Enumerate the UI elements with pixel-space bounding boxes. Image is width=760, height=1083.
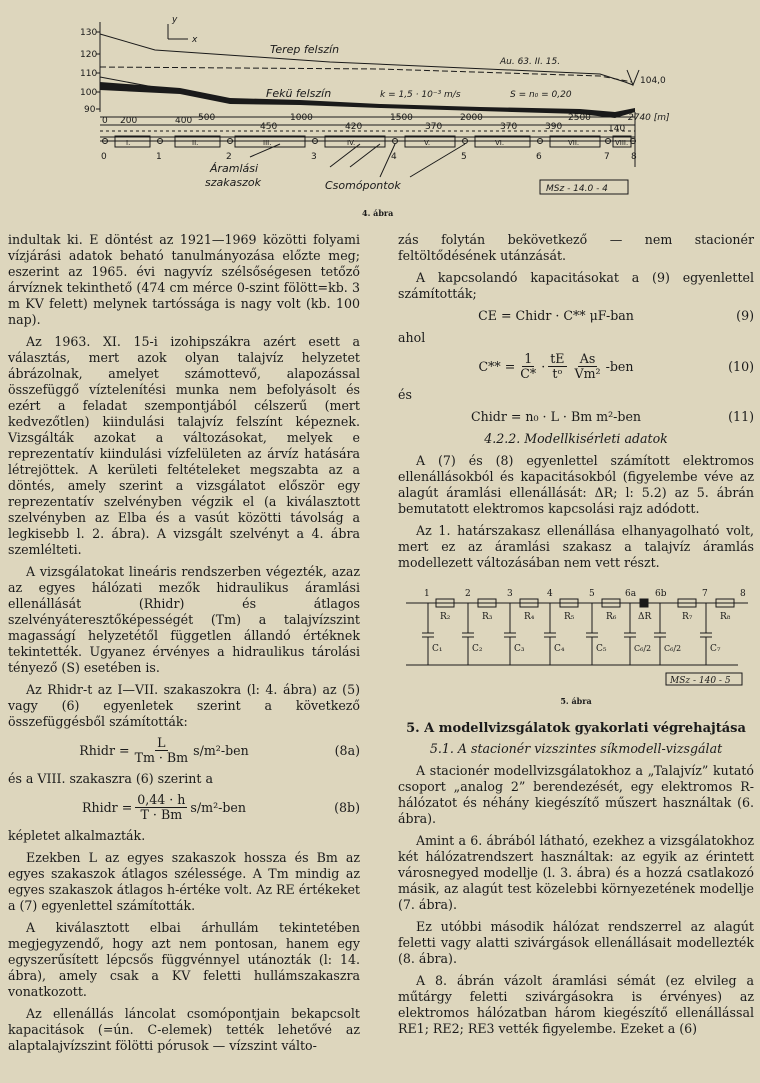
section-heading-4-2-2: 4.2.2. Modellkisérleti adatok (484, 431, 668, 446)
dist-label: 0 (102, 116, 108, 126)
segment-label: I. (126, 139, 131, 147)
segment-label: VII. (568, 139, 580, 147)
capacitor-label: C₆/2 (634, 644, 652, 653)
paragraph: Az 1963. XI. 15-i izohipszákra azért esett a választás, mert azok olyan talajvíz helyzetet ábrázolnak, amelyet számottevő, alapozással összefüggő víztelenítési munka nem befolyásolt és ezért a feladat szempontjából célszerű (mert kedvezőtlen) kiindulási talajvíz felszínt képeznek. Vizsgálták azokat a változásokat, melyek e reprezentatív kiindulási vízfelületen az árvíz hatására létrejöttek. A kerületi feltételeket megszabta az a döntés, amely szerint a vizsgálatot először egy reprezentatív szelvényben végzik el (a kiválasztott szelvényben az Elba és a vasút közötti távolság a legkisebb l. 2. ábra). A vizsgált szelvényt a 4. ábra szemlélteti. (8, 334, 360, 557)
resistor-label: R₈ (720, 612, 731, 622)
csomopontok-label: Csomópontok (325, 179, 401, 192)
fraction (518, 352, 538, 381)
node-label: 1 (156, 152, 162, 162)
es-text: és (398, 387, 412, 402)
paragraph: indultak ki. E döntést az 1921—1969 közötti folyami vízjárási adatok beható tanulmányozása előzte meg; eszerint az 1965. évi nagyvíz szélsőségesen tetőző árvíznek tekinthető (474 cm mérce 0-szint fölött=kb. 3 m KV felett) melynek tartóssága is nagy volt (kb. 100 nap). (8, 232, 360, 327)
node-label: 6b (655, 589, 667, 599)
dist-label: 140 (608, 124, 626, 134)
denominator: T · Bm (140, 807, 183, 822)
denominator: tᵒ (552, 366, 563, 381)
equation-8a (8, 736, 360, 765)
dist-label: 2000 (460, 113, 483, 123)
equation-8b (8, 793, 360, 822)
equation-9 (398, 308, 754, 324)
equation-11 (398, 409, 754, 425)
node-label: 4 (391, 152, 397, 162)
node-label: 8 (740, 589, 746, 599)
au-label: Au. 63. II. 15. (500, 57, 561, 67)
capacitor-label: C₁ (432, 644, 443, 654)
node-label: 0 (101, 152, 107, 162)
segment-label: V. (424, 139, 431, 147)
equation-lhs: Rhidr = (81, 799, 133, 815)
figure-4 (80, 12, 700, 202)
capacitor-label: C₃ (514, 644, 525, 654)
denominator: Tm · Bm (134, 750, 189, 765)
k-label: k = 1,5 · 10⁻³ m/s (380, 90, 461, 100)
capacitor-label: C₆/2 (664, 644, 682, 653)
fraction (573, 352, 603, 381)
node-label: 2 (465, 589, 471, 599)
terep-label: Terep felszín (270, 43, 340, 56)
dist-label: 2740 [m] (628, 113, 670, 123)
fraction (548, 352, 566, 381)
fraction (135, 793, 187, 822)
paragraph: Ez utóbbi második hálózat rendszerrel az alagút feletti vagy alatti szivárgások ellenállásait modellezték (8. ábra). (398, 919, 754, 966)
equation-number: (8b) (334, 799, 360, 815)
paragraph: képletet alkalmazták. (8, 828, 146, 843)
axis-x-label: x (192, 35, 198, 45)
paragraph: A stacionér modellvizsgálatokhoz a „Talajvíz” kutató csoport „analog 2” berendezését, egy elektromos R-hálózatot és néhány kiegészítő műszert használtak (6. ábra). (398, 763, 754, 826)
dist-label: 420 (345, 122, 363, 132)
szakaszok-label: szakaszok (205, 176, 261, 189)
capacitor-label: C₇ (710, 644, 721, 654)
paragraph: és a VIII. szakaszra (6) szerint a (8, 771, 213, 786)
capacitor-label: C₅ (596, 644, 607, 654)
segment-label: III. (263, 139, 272, 147)
equation-body: CE = Chidr · C** μF-ban (478, 308, 634, 323)
resistor-label: R₆ (606, 612, 617, 622)
node-label: 8 (631, 152, 637, 162)
dist-label: 1500 (390, 113, 413, 123)
dist-label: 500 (198, 113, 216, 123)
figure-4-caption: 4. ábra (362, 208, 394, 218)
y-tick-130: 130 (80, 28, 98, 38)
node-label: 3 (311, 152, 317, 162)
dist-label: 2500 (568, 113, 591, 123)
segment-label: II. (192, 139, 199, 147)
figure-5-caption: 5. ábra (560, 696, 592, 706)
y-tick-110: 110 (80, 69, 98, 79)
node-label: 3 (507, 589, 513, 599)
paragraph: Az Rhidr-t az I—VII. szakaszokra (l: 4. ábra) az (5) vagy (6) egyenletek szerint a következő összefüggésből számították: (8, 682, 360, 729)
numerator: As (579, 351, 596, 366)
segment-label: VI. (495, 139, 505, 147)
fraction (133, 736, 191, 765)
node-label: 6 (536, 152, 542, 162)
dist-label: 390 (545, 122, 563, 132)
equation-unit: -ben (605, 358, 634, 374)
node-label: 5 (461, 152, 467, 162)
paragraph: A 8. ábrán vázolt áramlási sémát (ez elvileg a műtárgy feletti szivárgásokra is érvényes) az elektromos hálózatban három kiegészítő ellenállással RE1; RE2; RE3 vették figyelembe. Ezeket a (6) (398, 973, 754, 1036)
paragraph: Az 1. határszakasz ellenállása elhanyagolható volt, mert ez az áramlási szakasz a talajvíz áramlás modellezett változásában nem vett részt. (398, 523, 754, 570)
equation-number: (8a) (334, 742, 360, 758)
resistor-label: R₄ (524, 612, 535, 622)
node-label: 7 (702, 589, 708, 599)
numerator: 0,44 · h (137, 792, 186, 807)
y-tick-90: 90 (84, 105, 96, 115)
figure-5 (398, 583, 754, 695)
segment-label: VIII. (615, 139, 629, 147)
node-label: 6a (625, 589, 637, 599)
paragraph: Amint a 6. ábrából látható, ezekhez a vizsgálatokhoz két hálózatrendszert használtak: az egyik az érintett városnegyed modellje (l. 3. ábra) és a hozzá csatlakozó másik, az alagút test közelebbi környezetének modellje (7. ábra). (398, 833, 754, 912)
paragraph: A (7) és (8) egyenlettel számított elektromos ellenállásokból és kapacitásokból (figyelembe véve az alagút áramlási ellenállását: ΔR; l: 5.2) az 5. ábrán bemutatott elektromos kapcsolási rajz adódott. (398, 453, 754, 516)
figure-4-drawing (80, 12, 700, 202)
level-label: 104,0 (640, 76, 666, 86)
node-label: 4 (547, 589, 553, 599)
paragraph: Az ellenállás láncolat csomópontjain bekapcsolt kapacitások (=ún. C-elemek) tették lehetővé az alaptalajvízszint fölötti pórusok — vízszint válto- (8, 1006, 360, 1053)
node-label: 5 (589, 589, 595, 599)
dist-label: 400 (175, 116, 193, 126)
y-tick-100: 100 (80, 88, 98, 98)
section-heading-5-1: 5.1. A stacionér vizszintes síkmodell-vizsgálat (429, 741, 723, 756)
paragraph: A kiválasztott elbai árhullám tekintetében megjegyzendő, hogy azt nem pontosan, hanem egy egyszerűsített lépcsős függvénnyel utánozták (l: 14. ábra), amely csak a KV feletti hullámszakaszra vonatkozott. (8, 920, 360, 999)
y-tick-120: 120 (80, 50, 98, 60)
resistor-label: R₇ (682, 612, 693, 622)
segment-label: IV. (347, 139, 356, 147)
equation-unit: s/m²-ben (190, 799, 246, 815)
figure-5-circuit (398, 583, 754, 695)
equation-lhs: Rhidr = (79, 742, 130, 758)
equation-unit: s/m²-ben (193, 742, 249, 758)
numerator: tE (550, 351, 565, 366)
paragraph: A vizsgálatokat lineáris rendszerben végezték, azaz az egyes hálózati mezők hidraulikus áramlási ellenállását (Rhidr) és átlagos szelvényáteresztőképességét (Tm) a talajvízszint magasságí helyzetétől független állandó értéknek tekintették. Ugyanez érvényes a hidraulikus tárolási tényező (S) esetében is. (8, 564, 360, 675)
equation-number: (9) (736, 308, 754, 323)
equation-lhs: C** = (478, 358, 516, 374)
paragraph: Ezekben L az egyes szakaszok hossza és Bm az egyes szakaszok átlagos szélessége. A Tm mindig az egyes szakaszok átlagos h-értéke volt. Az RE értékeket a (7) egyenlettel számították. (8, 850, 360, 913)
node-label: 2 (226, 152, 232, 162)
denominator: Vm² (574, 366, 601, 381)
resistor-label: R₂ (440, 612, 451, 622)
resistor-label: R₅ (564, 612, 575, 622)
equation-body: Chidr = n₀ · L · Bm m²-ben (470, 409, 642, 424)
feku-label: Fekü felszín (266, 87, 332, 100)
node-label: 1 (424, 589, 430, 599)
capacitor-label: C₄ (554, 644, 565, 654)
paragraph: zás folytán bekövetkező — nem stacionér feltöltődésének utánzását. (398, 232, 754, 263)
right-column (398, 232, 754, 1037)
numerator: L (157, 735, 166, 750)
dist-label: 1000 (290, 113, 313, 123)
capacitor-label: C₂ (472, 644, 483, 654)
numerator: 1 (524, 351, 533, 366)
figure-code: MSz - 14.0 - 4 (546, 184, 608, 194)
equation-number: (10) (728, 358, 754, 374)
resistor-label: ΔR (638, 612, 652, 622)
s-label: S = n₀ = 0,20 (510, 90, 572, 100)
equation-number: (11) (728, 409, 754, 424)
dist-label: 370 (425, 122, 443, 132)
paragraph: A kapcsolandó kapacitásokat a (9) egyenlettel számították; (398, 270, 754, 301)
dist-label: 200 (120, 116, 138, 126)
figure-code: MSz - 140 - 5 (670, 676, 731, 686)
node-label: 7 (604, 152, 610, 162)
dist-label: 370 (500, 122, 518, 132)
resistor-label: R₃ (482, 612, 493, 622)
dist-label: 450 (260, 122, 278, 132)
equation-10: C** = $\frac{1}{C*}$ · $\frac{tE}{\text{tᵒ}}$ $\frac{As}{\text{Vm²}}$ -ben (10) (478, 351, 754, 381)
axis-y-label: y (172, 15, 178, 25)
aramlasi-label: Áramlási (210, 162, 259, 175)
section-heading-5: 5. A modellvizsgálatok gyakorlati végrehajtása (406, 721, 746, 736)
left-column (8, 232, 360, 1054)
denominator: C* (520, 366, 537, 381)
ahol-text: ahol (398, 330, 426, 345)
